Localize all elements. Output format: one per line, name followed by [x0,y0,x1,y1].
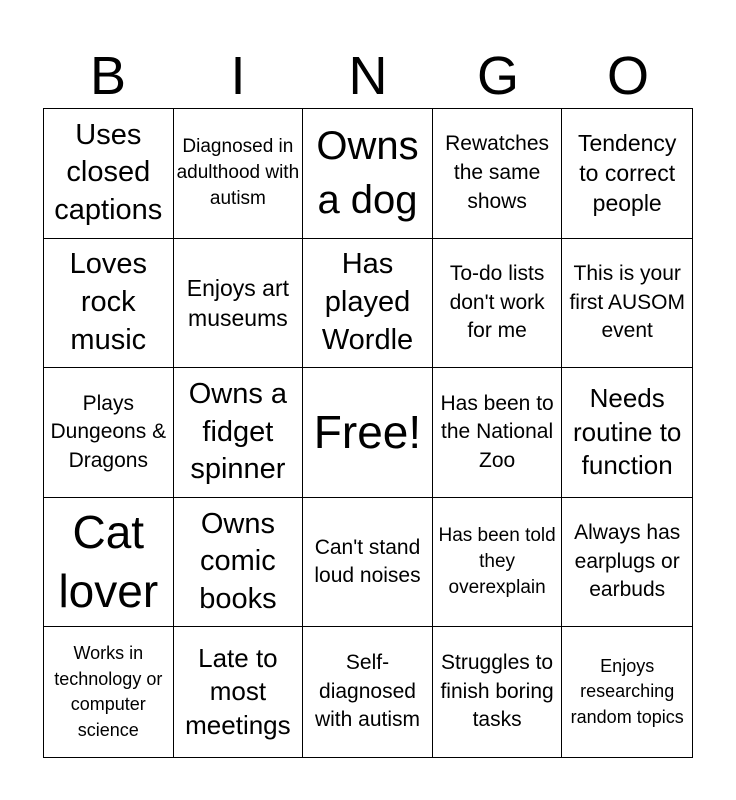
cell-text: Cat lover [58,506,159,618]
bingo-cell-b3[interactable] [44,368,174,498]
cell-text: Self-diagnosed with autism [314,651,420,732]
cell-text: Free! [313,406,422,459]
bingo-cell-g4[interactable] [433,498,563,628]
bingo-cell-g3[interactable] [433,368,563,498]
cell-text: Tendency to correct people [577,129,677,217]
bingo-header [43,40,693,108]
bingo-cell-n5[interactable] [303,627,433,757]
cell-text: Rewatches the same shows [445,132,550,213]
cell-text: Has been to the National Zoo [440,391,554,472]
cell-text: Uses closed captions [54,118,163,227]
cell-text: Late to most meetings [185,642,291,741]
header-letter-i: I [230,46,246,106]
cell-text: Needs routine to function [572,382,682,481]
cell-text: Can't stand loud noises [314,535,421,588]
header-letter-o: O [606,46,649,106]
cell-text: Enjoys researching random topics [570,655,684,727]
bingo-cell-free[interactable] [303,368,433,498]
bingo-cell-o4[interactable] [562,498,692,628]
header-letter-n: N [348,46,388,106]
bingo-cell-b5[interactable] [44,627,174,757]
bingo-cell-o1[interactable] [562,109,692,239]
cell-text: Owns a fidget spinner [188,377,288,486]
bingo-cell-i2[interactable] [174,239,304,369]
bingo-cell-i5[interactable] [174,627,304,757]
cell-text: Diagnosed in adulthood with autism [176,135,300,210]
bingo-cell-g5[interactable] [433,627,563,757]
cell-text: Has played Wordle [321,248,414,356]
bingo-cell-b1[interactable] [44,109,174,239]
cell-text: Struggles to finish boring tasks [440,651,554,732]
cell-text: Works in technology or computer science [54,643,163,740]
bingo-cell-g1[interactable] [433,109,563,239]
bingo-cell-b2[interactable] [44,239,174,369]
cell-text: Plays Dungeons & Dragons [50,391,167,472]
bingo-cell-g2[interactable] [433,239,563,369]
cell-text: Loves rock music [69,248,147,356]
bingo-cell-o5[interactable] [562,627,692,757]
bingo-cell-i1[interactable] [174,109,304,239]
header-letter-g: G [476,46,519,106]
bingo-cell-i3[interactable] [174,368,304,498]
cell-text: Always has earplugs or earbuds [574,521,681,602]
bingo-cell-i4[interactable] [174,498,304,628]
bingo-cell-o2[interactable] [562,239,692,369]
bingo-cell-n4[interactable] [303,498,433,628]
bingo-cell-b4[interactable] [44,498,174,628]
header-letter-b: B [89,46,127,106]
cell-text: Has been told they overexplain [438,524,556,599]
bingo-cell-n2[interactable] [303,239,433,369]
cell-text: To-do lists don't work for me [449,262,545,343]
cell-text: Owns a dog [316,124,419,223]
bingo-cell-n1[interactable] [303,109,433,239]
bingo-cell-o3[interactable] [562,368,692,498]
cell-text: Owns comic books [199,507,277,615]
bingo-board [43,108,693,758]
cell-text: This is your first AUSOM event [569,262,685,343]
cell-text: Enjoys art museums [186,274,290,331]
